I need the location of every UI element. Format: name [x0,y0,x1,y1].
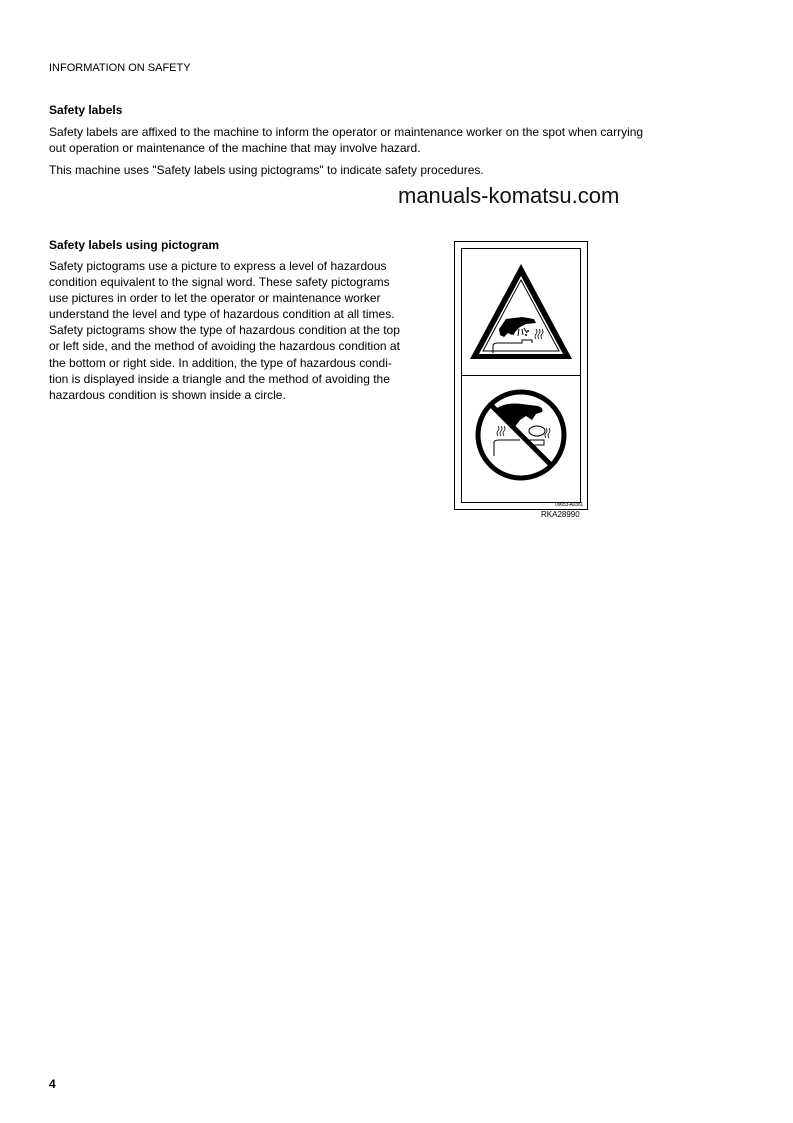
section-header: INFORMATION ON SAFETY [49,62,191,74]
body-line: or left side, and the method of avoiding the hazardous condition at [49,339,400,354]
label-part-number: 09653-A0361 [555,502,583,508]
pictogram-section-heading: Safety labels using pictogram [49,238,220,252]
label-inner-frame [461,248,581,503]
body-line: tion is displayed inside a triangle and the method of avoiding the [49,371,390,386]
safety-labels-para1-line1: Safety labels are affixed to the machine to inform the operator or maintenance worker on the spot when carrying [49,125,644,139]
body-line: use pictures in order to let the operator or maintenance worker [49,291,381,306]
safety-labels-para2: This machine uses "Safety labels using pictograms" to indicate safety procedures. [49,163,484,177]
safety-labels-heading: Safety labels [49,103,123,117]
safety-labels-para1-line2: out operation or maintenance of the machine that may involve hazard. [49,141,421,155]
prohibition-circle-icon [462,376,580,502]
body-line: the bottom or right side. In addition, the type of hazardous condi- [49,355,392,370]
pictogram-section-body [49,258,435,403]
body-line: condition equivalent to the signal word. These safety pictograms [49,275,390,290]
watermark: manuals-komatsu.com [398,183,620,208]
body-line: understand the level and type of hazardous condition at all times. [49,307,395,322]
hazard-triangle-icon [462,249,580,375]
body-line: hazardous condition is shown inside a circle. [49,387,286,402]
safety-label-figure [454,241,588,510]
body-line: Safety pictograms use a picture to express a level of hazardous [49,259,387,273]
body-line: Safety pictograms show the type of hazardous condition at the top [49,323,400,338]
figure-id: RKA28990 [541,510,580,519]
page-number: 4 [49,1077,56,1091]
